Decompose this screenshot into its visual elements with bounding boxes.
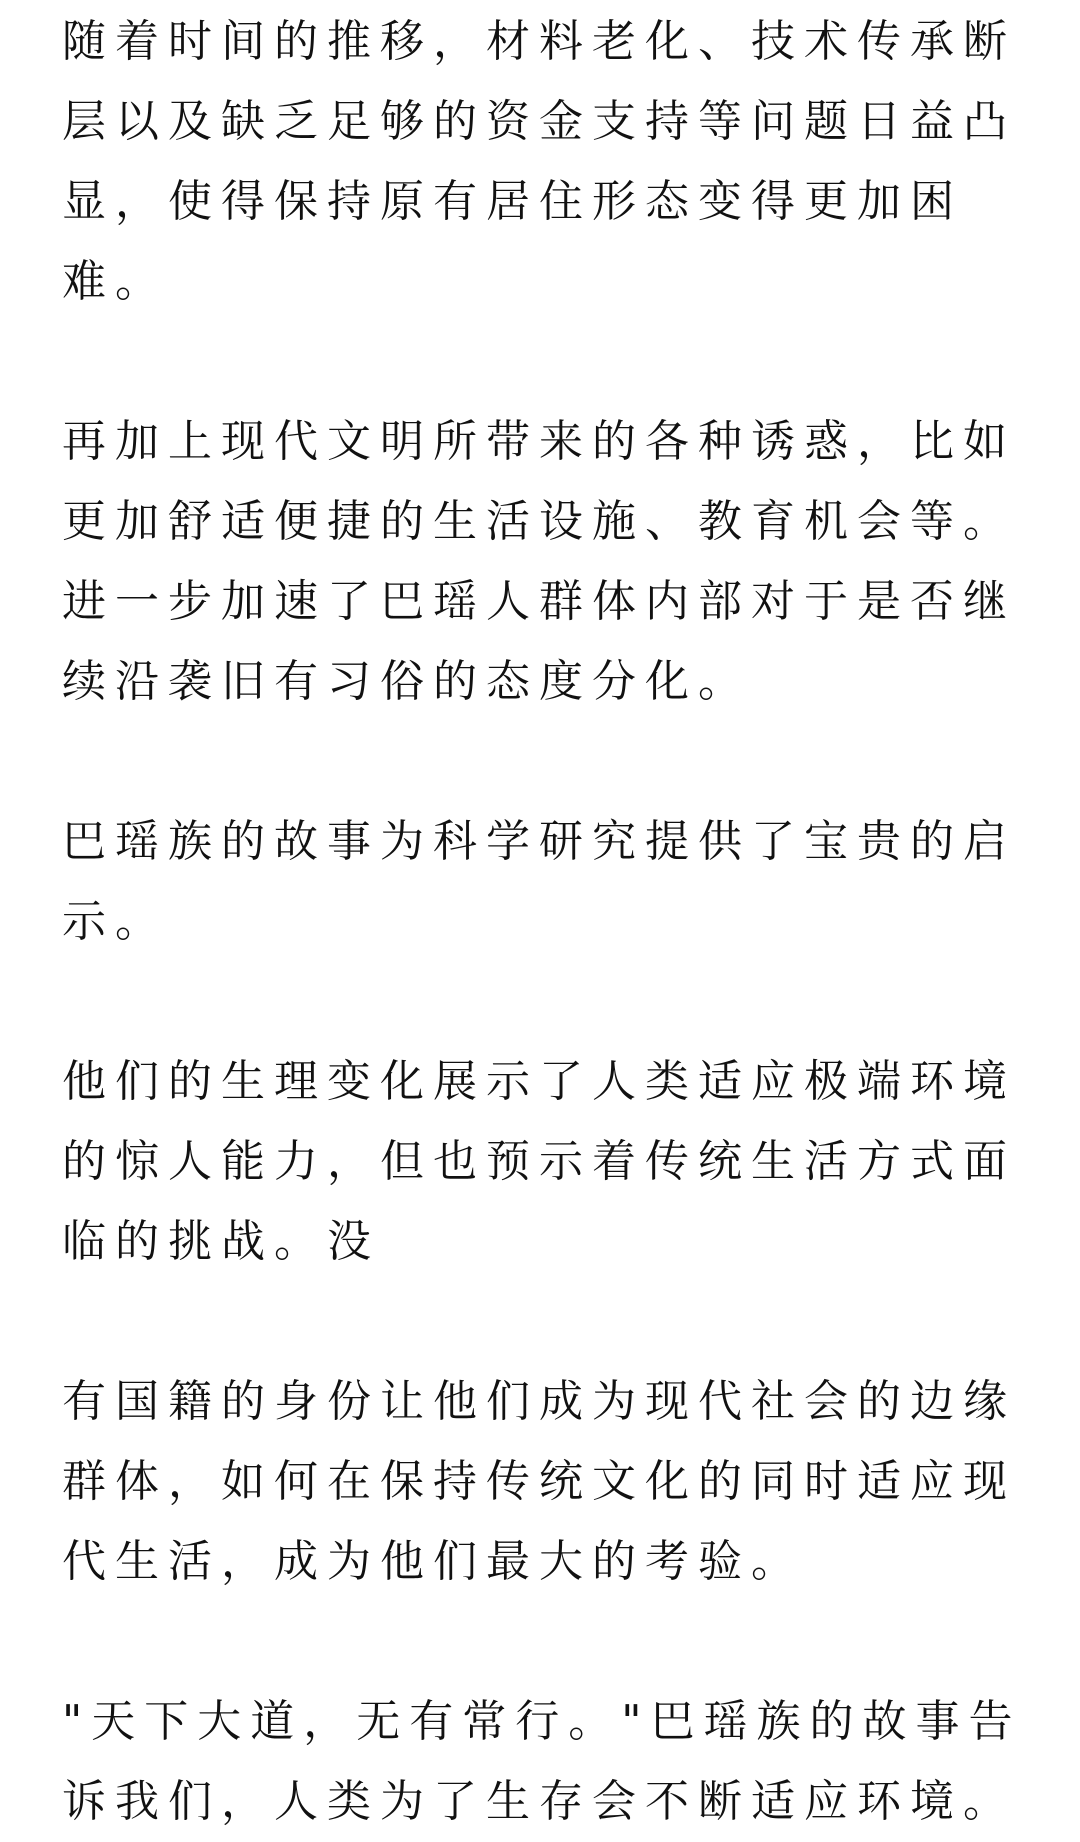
paragraph-material-aging: 随着时间的推移，材料老化、技术传承断 层以及缺乏足够的资金支持等问题日益凸 显，使得保持原有居住形态变得更加困 难。 xyxy=(62,16,1016,307)
paragraph-modern-temptations: 再加上现代文明所带来的各种诱惑，比如 更加舒适便捷的生活设施、教育机会等。 进一步加速了巴瑶人群体内部对于是否继 续沿袭旧有习俗的态度分化。 xyxy=(62,416,1016,707)
paragraph-scientific-insight: 巴瑶族的故事为科学研究提供了宝贵的启 示。 xyxy=(62,816,1016,947)
article-body xyxy=(62,2,1022,1842)
paragraph-quote-conclusion: "天下大道，无有常行。"巴瑶族的故事告 诉我们，人类为了生存会不断适应环境。 xyxy=(62,1696,1022,1827)
paragraph-statelessness: 有国籍的身份让他们成为现代社会的边缘 群体，如何在保持传统文化的同时适应现 代生活，成为他们最大的考验。 xyxy=(62,1376,1016,1587)
paragraph-physiological-change: 他们的生理变化展示了人类适应极端环境 的惊人能力，但也预示着传统生活方式面 临的挑战。没 xyxy=(62,1056,1016,1267)
